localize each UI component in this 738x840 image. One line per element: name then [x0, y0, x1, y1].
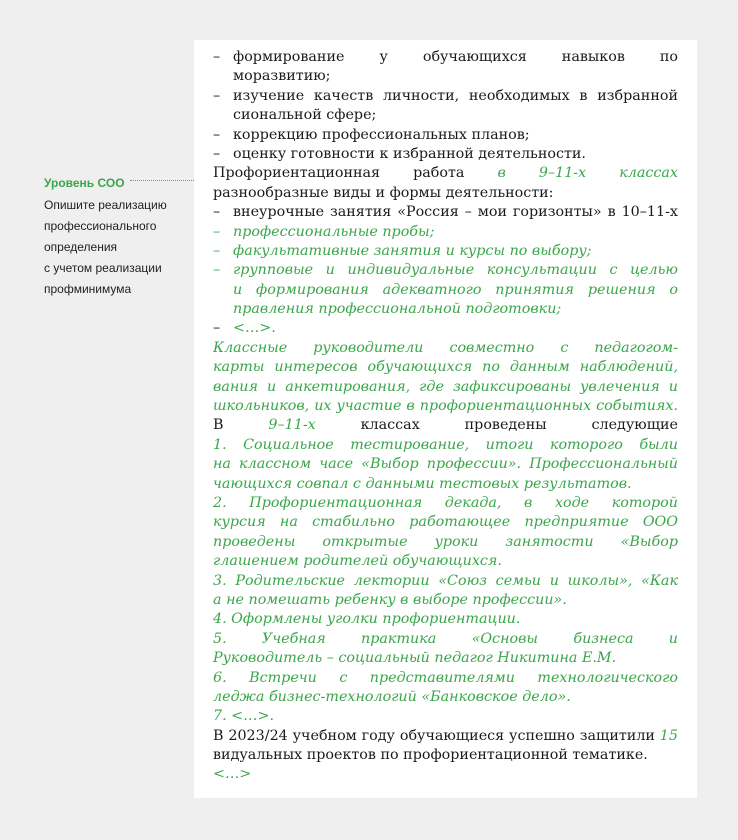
highlighted-text: Классные руководители совместно с педагогом- — [213, 339, 678, 356]
sidebar-note — [44, 173, 194, 300]
text-line — [213, 572, 678, 591]
highlighted-text: 6. Встречи с представителями технологического — [213, 669, 678, 686]
highlighted-text: групповые и индивидуальные консультации с целью — [233, 262, 678, 279]
document-page — [194, 40, 697, 798]
highlighted-text: а не помешать ребенку в выборе профессии». — [213, 591, 567, 608]
text-span: оценку готовности к избранной деятельности. — [233, 145, 586, 162]
list-dash: – — [213, 145, 221, 162]
text-line — [213, 300, 678, 319]
text-line — [213, 184, 678, 203]
text-line — [213, 203, 678, 222]
text-line — [213, 242, 678, 261]
text-line — [213, 67, 678, 86]
highlighted-text: 5. Учебная практика «Основы бизнеса и — [213, 630, 678, 647]
text-span: классах проведены следующие — [360, 417, 678, 434]
text-line — [213, 533, 678, 552]
sidebar-title: Уровень СОО — [44, 176, 125, 190]
text-line — [213, 145, 678, 164]
text-line — [213, 494, 678, 513]
list-dash: – — [213, 126, 221, 143]
list-dash: – — [213, 87, 221, 104]
text-span: разнообразные виды и формы деятельности: — [213, 184, 554, 201]
sidebar-line: профминимума — [44, 282, 132, 296]
text-line — [213, 455, 678, 474]
text-span: видуальных проектов по профориентационной тематике. — [213, 747, 648, 764]
text-line — [213, 436, 678, 455]
sidebar-line: Опишите реализацию — [44, 198, 167, 212]
highlighted-text: профессиональные пробы; — [233, 223, 435, 240]
highlighted-text: 9–11-х — [268, 417, 316, 434]
highlighted-text: правления профессиональной подготовки; — [233, 301, 562, 318]
text-line — [213, 669, 678, 688]
highlighted-text: 15 — [659, 727, 678, 744]
text-line — [213, 261, 678, 280]
highlighted-text: 3. Родительские лектории «Союз семьи и школы», «Как — [213, 572, 678, 589]
highlighted-text: Руководитель – социальный педагог Никитина Е.М. — [213, 650, 617, 667]
sidebar-line: определения — [44, 240, 118, 254]
text-span: В — [213, 417, 269, 434]
text-line — [213, 475, 678, 494]
text-line — [213, 727, 678, 746]
text-line — [213, 610, 678, 629]
text-span: Профориентационная работа — [213, 165, 498, 182]
text-line — [213, 630, 678, 649]
highlighted-text: чающихся совпал с данными тестовых результатов. — [213, 475, 632, 492]
text-line — [213, 126, 678, 145]
highlighted-text: факультативные занятия и курсы по выбору; — [233, 242, 592, 259]
text-line — [213, 87, 678, 106]
sidebar-instructions — [44, 195, 194, 300]
list-dash: – — [213, 262, 221, 279]
text-line — [213, 339, 678, 358]
text-line — [213, 552, 678, 571]
text-line — [213, 397, 678, 416]
text-span: изучение качеств личности, необходимых в избранной — [233, 87, 678, 104]
text-line — [213, 688, 678, 707]
text-span: сиональной сфере; — [233, 107, 377, 124]
highlighted-text: проведены открытые уроки занятости «Выбор — [213, 533, 678, 550]
highlighted-text: <…>. — [233, 320, 276, 337]
sidebar-line: профессионального — [44, 219, 157, 233]
highlighted-text: на классном часе «Выбор профессии». Профессиональный — [213, 456, 678, 473]
text-line — [213, 378, 678, 397]
text-line — [213, 48, 678, 67]
sidebar-line: с учетом реализации — [44, 261, 162, 275]
highlighted-text: 1. Социальное тестирование, итоги которого были — [213, 436, 678, 453]
text-span: внеурочные занятия «Россия – мои горизонты» в 10–11-х — [233, 204, 678, 221]
highlighted-text: в 9–11-х классах — [497, 165, 678, 182]
list-dash: – — [213, 320, 221, 337]
highlighted-text: и формирования адекватного принятия решения о — [233, 281, 678, 298]
text-line — [213, 164, 678, 183]
list-dash: – — [213, 49, 221, 65]
highlighted-text: карты интересов обучающихся по данным наблюдений, — [213, 359, 678, 376]
highlighted-text: <…> — [213, 766, 252, 783]
text-span: коррекцию профессиональных планов; — [233, 126, 530, 143]
text-line — [213, 746, 678, 765]
text-line — [213, 513, 678, 532]
highlighted-text: глашением родителей обучающихся. — [213, 553, 502, 570]
highlighted-text: 7. <…>. — [213, 708, 274, 725]
highlighted-text: курсия на стабильно работающее предприятие ООО — [213, 514, 678, 531]
text-span: В 2023/24 учебном году обучающиеся успешно защитили — [213, 727, 660, 744]
list-dash: – — [213, 223, 221, 240]
highlighted-text: школьников, их участие в профориентационных событиях. — [213, 398, 678, 415]
highlighted-text: 4. Оформлены уголки профориентации. — [213, 611, 521, 628]
document-text — [213, 48, 678, 785]
text-span: моразвитию; — [233, 68, 331, 85]
text-line — [213, 319, 678, 338]
list-dash: – — [213, 242, 221, 259]
text-line — [213, 591, 678, 610]
text-line — [213, 281, 678, 300]
list-dash: – — [213, 204, 221, 221]
highlighted-text: 2. Профориентационная декада, в ходе которой — [213, 494, 678, 511]
text-line — [213, 106, 678, 125]
highlighted-text: вания и анкетирования, где зафиксированы увлечения и — [213, 378, 678, 395]
text-line — [213, 707, 678, 726]
text-span: формирование у обучающихся навыков по — [233, 49, 678, 65]
text-line — [213, 358, 678, 377]
text-line — [213, 649, 678, 668]
text-line — [213, 416, 678, 435]
text-line — [213, 223, 678, 242]
highlighted-text: леджа бизнес-технологий «Банковское дело». — [213, 688, 571, 705]
text-line — [213, 765, 678, 784]
